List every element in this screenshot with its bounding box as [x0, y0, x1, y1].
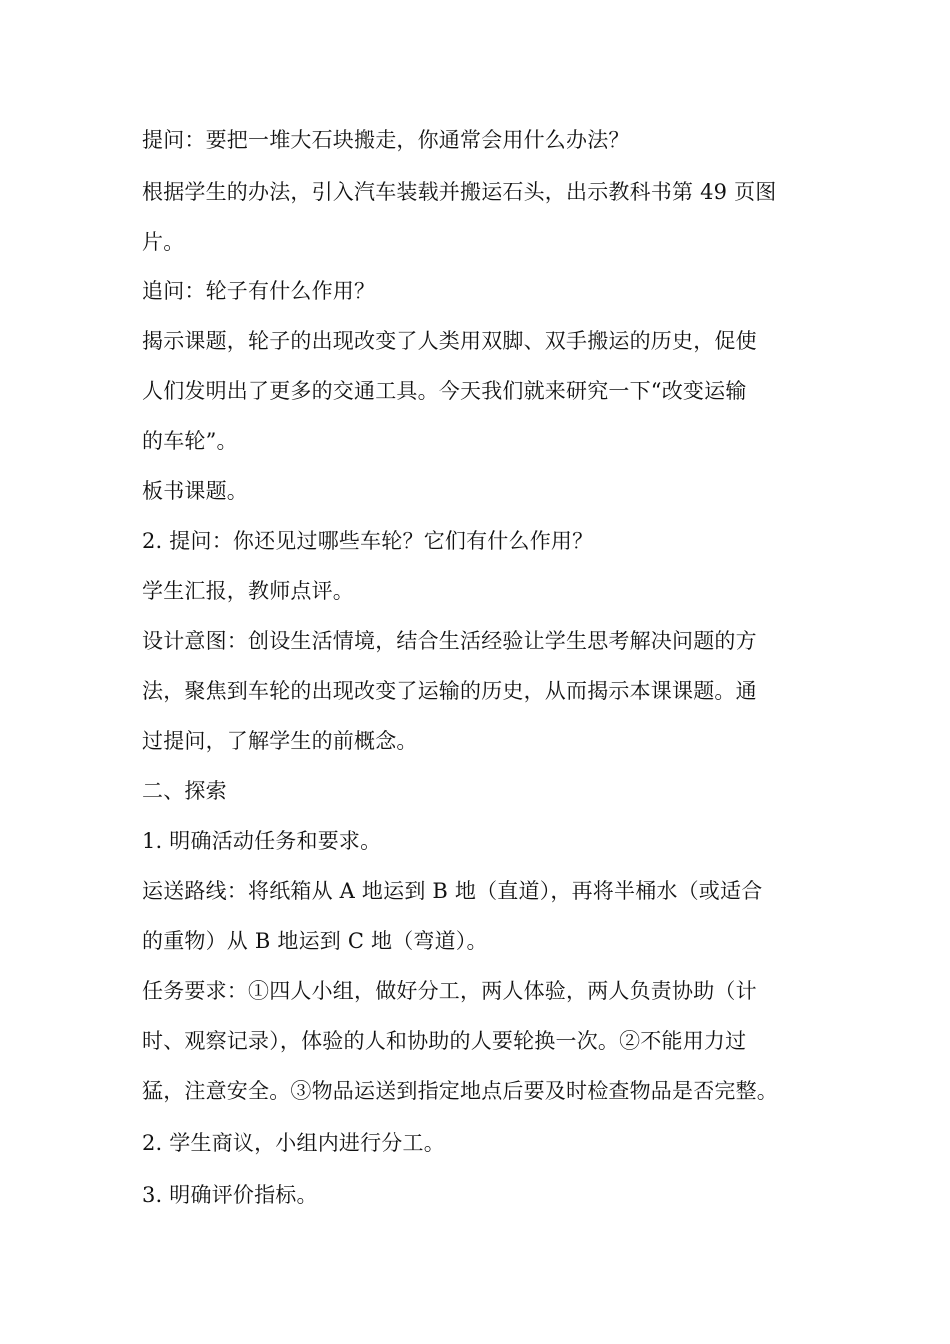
- text-line: 根据学生的办法，引入汽车装载并搬运石头，出示教科书第 49 页图: [142, 180, 777, 204]
- text-line: 片。: [142, 230, 185, 254]
- text-line: 时、观察记录），体验的人和协助的人要轮换一次。②不能用力过: [142, 1029, 747, 1053]
- text-line: 1. 明确活动任务和要求。: [142, 829, 382, 853]
- text-line: 的车轮”。: [142, 429, 238, 453]
- text-line: 3. 明确评价指标。: [142, 1183, 318, 1207]
- section-heading: 二、探索: [142, 779, 227, 803]
- text-line: 学生汇报，教师点评。: [142, 579, 354, 603]
- text-line: 追问：轮子有什么作用？: [142, 279, 376, 303]
- text-line: 设计意图：创设生活情境，结合生活经验让学生思考解决问题的方: [142, 629, 757, 653]
- text-line: 2. 提问：你还见过哪些车轮？它们有什么作用？: [142, 529, 594, 553]
- text-line: 人们发明出了更多的交通工具。今天我们就来研究一下“改变运输: [142, 379, 747, 403]
- text-line: 的重物）从 B 地运到 C 地（弯道）。: [142, 929, 488, 953]
- text-line: 猛，注意安全。③物品运送到指定地点后要及时检查物品是否完整。: [142, 1079, 778, 1103]
- text-line: 2. 学生商议，小组内进行分工。: [142, 1131, 445, 1155]
- text-line: 法，聚焦到车轮的出现改变了运输的历史，从而揭示本课课题。通: [142, 679, 757, 703]
- text-line: 揭示课题，轮子的出现改变了人类用双脚、双手搬运的历史，促使: [142, 329, 757, 353]
- text-line: 运送路线：将纸箱从 A 地运到 B 地（直道），再将半桶水（或适合: [142, 879, 763, 903]
- text-line: 提问：要把一堆大石块搬走，你通常会用什么办法？: [142, 128, 630, 152]
- text-line: 板书课题。: [142, 479, 248, 503]
- text-line: 任务要求：①四人小组，做好分工，两人体验，两人负责协助（计: [142, 979, 757, 1003]
- text-line: 过提问，了解学生的前概念。: [142, 729, 418, 753]
